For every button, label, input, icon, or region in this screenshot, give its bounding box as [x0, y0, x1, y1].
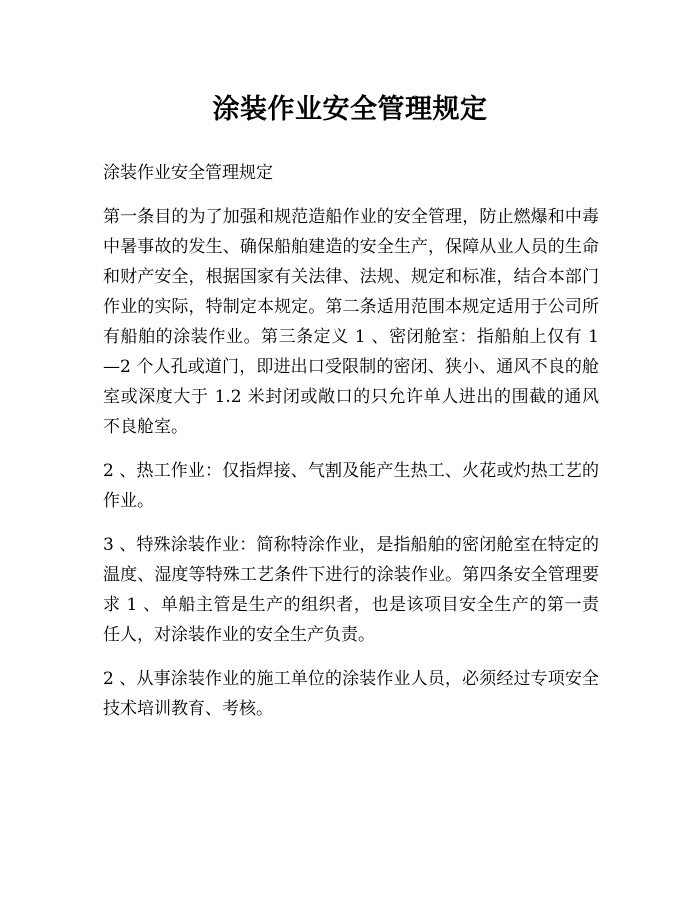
training-paragraph: 2 、从事涂装作业的施工单位的涂装作业人员，必须经过专项安全技术培训教育、考核。	[103, 669, 599, 719]
article-1-3-paragraph: 第一条目的为了加强和规范造船作业的安全管理，防止燃爆和中毒中暑事故的发生、确保船舶建造的安全生产，保障从业人员的生命和财产安全，根据国家有关法律、法规、规定和标准，结合本部门作业的实际，特制定本规定。第二条适用范围本规定适用于公司所有船舶的涂装作业。第三条定义 1 、密闭舱室：指船舶上仅有 1—2 个人孔或道门，即进出口受限制的密闭、狭小、通风不良的舱室或深度大于 1.2 米封闭或敞口的只允许单人进出的围截的通风不良舱室。	[103, 207, 599, 437]
subtitle-paragraph: 涂装作业安全管理规定	[103, 163, 273, 183]
hot-work-paragraph: 2 、热工作业：仅指焊接、气割及能产生热工、火花或灼热工艺的作业。	[103, 461, 599, 511]
document-title: 涂装作业安全管理规定	[212, 94, 488, 125]
document-body	[103, 158, 599, 738]
special-coating-paragraph: 3 、特殊涂装作业：简称特涂作业，是指船舶的密闭舱室在特定的温度、湿度等特殊工艺条件下进行的涂装作业。第四条安全管理要求 1 、单船主管是生产的组织者，也是该项目安全生产的第一责任人，对涂装作业的安全生产负责。	[103, 535, 599, 645]
